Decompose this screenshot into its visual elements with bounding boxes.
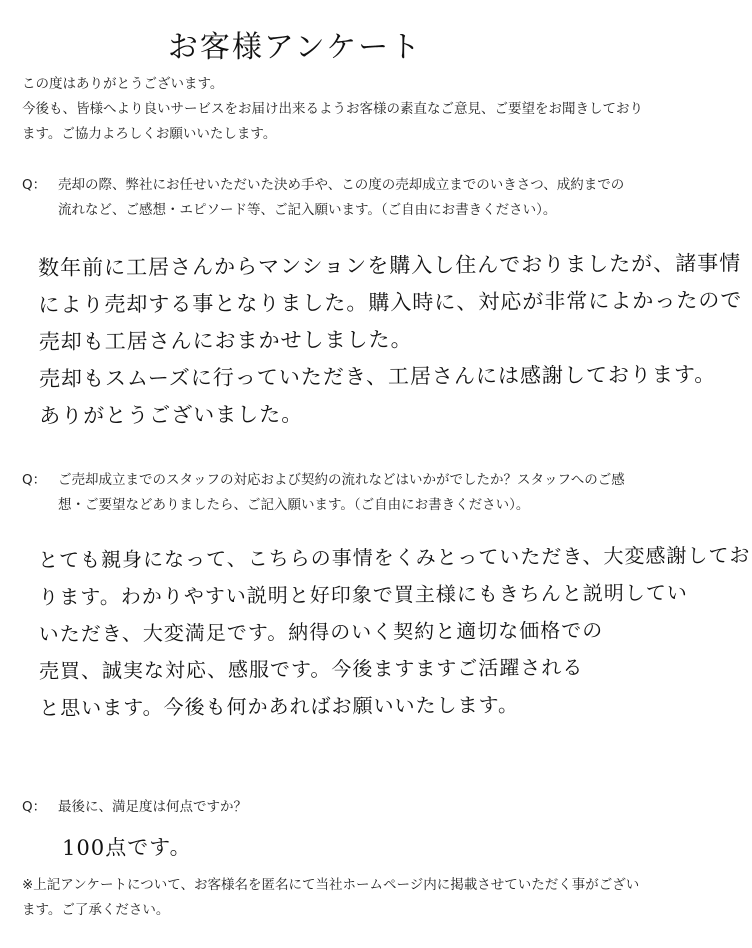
answer-line: と思います。今後も何かあればお願いいたします。 [39,692,520,720]
page-title: お客様アンケート [167,30,423,65]
question-text: ご売却成立までのスタッフの対応および契約の流れなどはいかがでしたか？スタッフへのご感想・ご要望などありましたら、ご記入願います。（ご自由にお書きください）。 [58,472,625,513]
question-text: 最後に、満足度は何点ですか？ [58,799,247,815]
answer-2 [38,538,751,727]
answer-line: ります。わかりやすい説明と好印象で買主様にもきちんと説明してい [38,580,688,609]
question-mark: Q： [22,177,47,193]
question-2 [22,468,637,518]
answer-1 [38,246,743,435]
question-mark: Q： [22,472,47,488]
question-3 [22,795,637,820]
answer-line: 数年前に工居さんからマンションを購入し住んでおりましたが、諸事情 [38,251,742,280]
disclaimer-note: ※上記アンケートについて、お客様名を匿名にて当社ホームページ内に掲載させていただく事がございます。ご了承ください。 [22,877,640,918]
answer-3 [62,826,672,867]
answer-line: 100点です。 [62,835,192,860]
answer-line: 売買、誠実な対応、感服です。今後ますますご活躍される [38,655,584,683]
answer-line: いただき、大変満足です。納得のいく契約と適切な価格での [38,618,604,646]
answer-line: ありがとうございました。 [39,402,304,428]
answer-line: 売却も工居さんにおまかせしました。 [38,327,413,354]
question-text: 売却の際、弊社にお任せいただいた決め手や、この度の売却成立までのいきさつ、成約までの流れなど、ご感想・エピソード等、ご記入願います。（ご自由にお書きください）。 [58,177,625,218]
answer-line: とても親身になって、こちらの事情をくみとっていただき、大変感謝してお [38,543,751,572]
intro-line-2: 今後も、皆様へより良いサービスをお届け出来るようお客様の素直なご意見、ご要望をお聞きしております。ご協力よろしくお願いいたします。 [22,101,643,142]
intro-line-1: この度はありがとうございます。 [22,76,224,92]
answer-line: 売却もスムーズに行っていただき、工居さんには感謝しております。 [38,362,717,391]
answer-line: により売却する事となりました。購入時に、対応が非常によかったので [38,288,743,317]
question-mark: Q： [22,799,47,815]
intro-text [22,72,647,147]
question-1 [22,173,637,223]
